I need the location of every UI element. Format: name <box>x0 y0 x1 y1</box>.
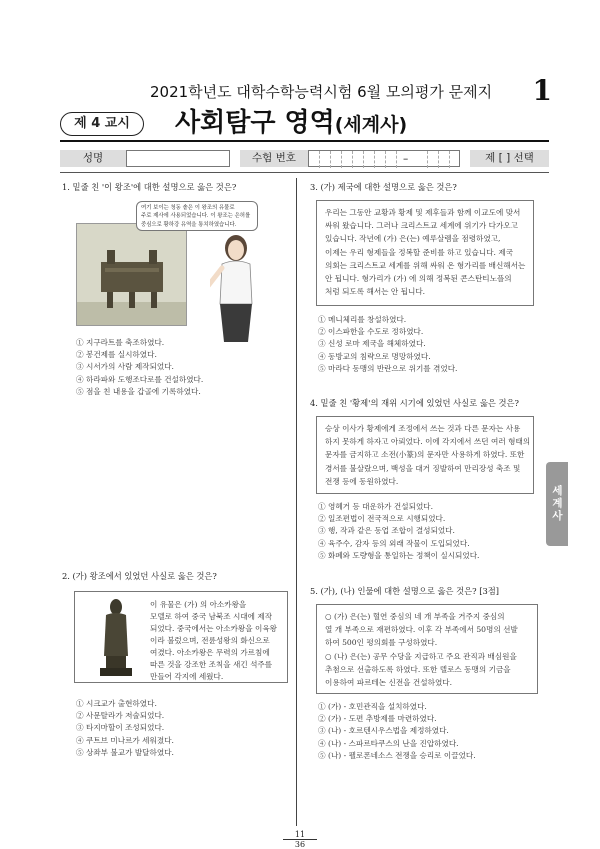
digit-cell <box>320 151 331 168</box>
passage-line: 모델로 하여 중국 남북조 시대에 제작 <box>150 612 273 621</box>
passage-line: 열 개 부족으로 재편하였다. 이후 각 부족에서 50명의 선발 <box>325 625 518 635</box>
q3-option-3[interactable]: ③ 신성 로마 제국을 해체하였다. <box>318 339 426 349</box>
subject-main: 사회탐구 영역 <box>175 108 335 138</box>
q4-option-1[interactable]: ① 영혜거 등 대운하가 건설되었다. <box>318 502 434 511</box>
passage-line: 처럼 되도록 해서는 안 됩니다. <box>325 287 426 297</box>
docent-illustration <box>210 234 258 344</box>
choice-label: 제 [ ] 선택 <box>470 150 549 167</box>
q2-option-4[interactable]: ④ 쿠트브 미나르가 세워졌다. <box>76 735 174 745</box>
statue-base <box>100 668 132 676</box>
q3-option-2[interactable]: ② 이스파한을 수도로 정하였다. <box>318 327 424 337</box>
session-badge: 제 4 교시 <box>60 112 144 136</box>
passage-line: 안 됩니다. 형가리가 (가) 에 의해 정복된 콘스탄티노플의 <box>325 274 512 284</box>
passage-line: 싸워 왔습니다. 그러나 크리스트교 세계에 위기가 다가오고 <box>325 221 518 231</box>
passage-line: 있습니다. 작년에 (가) 은(는) 예루살렘을 점령하였고, <box>325 234 501 244</box>
q5-option-4[interactable]: ④ (나) - 스파르타쿠스의 난을 진압하였다. <box>318 738 459 748</box>
blouse <box>220 261 252 304</box>
q2-option-5[interactable]: ⑤ 상좌부 불교가 발달하였다. <box>76 747 174 757</box>
passage-line: 따른 것을 강조한 조칙을 새긴 석주를 <box>150 660 273 669</box>
q4-option-2[interactable]: ② 일조편법이 전국적으로 시행되었다. <box>318 514 446 524</box>
exam-number-field[interactable] <box>308 150 460 167</box>
q2-option-3[interactable]: ③ 타지마할이 조성되었다. <box>76 723 165 733</box>
footer-total: 36 <box>294 840 306 849</box>
q5-option-3[interactable]: ③ (나) - 호르텐시우스법을 제정하였다. <box>318 726 449 736</box>
passage-line: 우리는 그동안 교황과 황제 및 제후들과 함께 이교도에 맞서 <box>325 208 521 217</box>
bubble-line: 주로 제사에 사용되었습니다. 이 왕조는 은허를 <box>141 213 251 220</box>
digit-cell <box>428 151 439 168</box>
q4-passage-box <box>316 416 534 494</box>
q1-option-2[interactable]: ② 봉건제를 실시하였다. <box>76 350 157 360</box>
q3-options <box>318 314 457 375</box>
q4-options <box>318 501 479 562</box>
cauldron-leg <box>129 292 135 308</box>
q5-options <box>318 701 476 762</box>
subject-side-tab: 세계사 <box>546 462 568 546</box>
q1-option-1[interactable]: ① 지구라트를 축조하였다. <box>76 338 165 347</box>
passage-line: 하지 못하게 하자고 아뢰었다. 이에 각지에서 쓰던 여러 형태의 <box>325 437 531 447</box>
bubble-line: 중심으로 황하강 유역을 통치하였습니다. <box>141 221 237 228</box>
q1-stem: 1. 밑줄 친 '이 왕조'에 대한 설명으로 옳은 것은? <box>62 182 237 192</box>
q4-option-4[interactable]: ④ 육주수, 감자 등의 외래 작물이 도입되었다. <box>318 538 470 548</box>
passage-line: 의회는 크리스트교 세계를 위해 싸워 온 형가리를 배신해서는 <box>325 260 526 270</box>
bronze-cauldron-image <box>77 224 186 325</box>
subject-title <box>175 102 407 139</box>
statue-body <box>104 613 128 656</box>
q2-option-2[interactable]: ② 사문탈라가 저술되었다. <box>76 711 165 721</box>
passage-line: 만들어 각지에 세웠다. <box>150 672 224 681</box>
subject-sub: (세계사) <box>334 114 408 136</box>
buddha-statue-image <box>96 598 136 676</box>
q3-option-5[interactable]: ⑤ 마라다 동맹의 반란으로 위기를 겪었다. <box>318 363 458 373</box>
page-footer <box>283 830 317 849</box>
q1-option-4[interactable]: ④ 하라파와 도행조다로를 건설하였다. <box>76 374 204 384</box>
q1-image-frame <box>76 223 187 326</box>
passage-line: 여겼다. 아소카왕은 무력의 가르침에 <box>150 648 270 657</box>
q2-option-1[interactable]: ① 시크교가 출현하였다. <box>76 699 157 708</box>
exam-number-dash: – <box>403 153 409 165</box>
passage-line: 이용하여 파르테논 신전을 건설하였다. <box>325 678 453 688</box>
q2-options <box>76 698 174 759</box>
q2-passage <box>150 599 277 683</box>
q3-passage-box <box>316 200 534 306</box>
q5-option-5[interactable]: ⑤ (나) - 펠로폰네소스 전쟁을 승리로 이끌었다. <box>318 750 476 760</box>
q5-option-1[interactable]: ① (가) - 호민관직을 설치하였다. <box>318 702 427 711</box>
cauldron-leg <box>107 292 113 308</box>
exam-number-label: 수험 번호 <box>240 150 308 167</box>
cauldron-band <box>105 268 159 272</box>
pointing-arm <box>210 268 222 286</box>
q3-option-1[interactable]: ① 메니체리를 창설하였다. <box>318 315 407 324</box>
passage-line: 이제는 우리 형제들을 정복할 준비를 하고 있습니다. 제국 <box>325 247 514 257</box>
passage-line: 전쟁 등에 동원하였다. <box>325 476 399 486</box>
cauldron-handle-left <box>107 250 115 264</box>
digit-cell <box>364 151 375 168</box>
q4-stem: 4. 밑줄 친 '황제'의 재위 시기에 있었던 사실로 옳은 것은? <box>310 398 519 408</box>
face <box>228 240 244 260</box>
digit-cell <box>375 151 386 168</box>
q3-stem: 3. (가) 제국에 대한 설명으로 옳은 것은? <box>310 182 457 192</box>
bubble-line: 여기 보이는 청동 솥은 이 왕조의 유물로 <box>141 205 235 211</box>
digit-cell <box>342 151 353 168</box>
q5-passage-box <box>316 604 538 694</box>
digit-cell <box>331 151 342 168</box>
page-number: 1 <box>532 74 552 107</box>
q1-option-3[interactable]: ③ 시서가의 사람 제작되었다. <box>76 362 174 372</box>
digit-cell <box>353 151 364 168</box>
statue-legs <box>106 656 126 668</box>
q5-option-2[interactable]: ② (가) - 도편 추방제를 마련하였다. <box>318 714 437 724</box>
passage-line: 이라 불렀으며, 전륜성왕의 화신으로 <box>150 636 270 645</box>
digit-cell <box>417 151 428 168</box>
q4-option-5[interactable]: ⑤ 화폐와 도량형을 통일하는 정책이 실시되었다. <box>318 550 480 560</box>
cauldron-handle-right <box>149 250 157 264</box>
cauldron-leg <box>151 292 157 308</box>
statue-head <box>110 599 122 615</box>
passage-line: ○ (가) 은(는) 혈연 중심의 네 개 부족을 거주지 중심의 <box>325 612 505 621</box>
footer-page: 11 <box>283 830 317 840</box>
q2-stem: 2. (가) 왕조에서 있었던 사실로 옳은 것은? <box>62 571 217 581</box>
q5-stem: 5. (가), (나) 인물에 대한 설명으로 옳은 것은? [3점] <box>310 586 500 596</box>
name-label: 성명 <box>60 150 126 167</box>
passage-line: 이 유물은 (가) 의 아소카왕을 <box>150 600 247 609</box>
passage-line: 문자를 금지하고 소전(小篆)의 문자만 사용하게 하였다. 또한 <box>325 450 525 460</box>
passage-line: 경서를 불살랐으며, 백성을 대거 징발하여 만리장성 축조 및 <box>325 463 521 473</box>
q4-option-3[interactable]: ③ 행, 작과 같은 동업 조합이 결성되었다. <box>318 526 455 536</box>
passage-line: 되었다. 중국에서는 아소카왕을 이육왕 <box>150 624 278 633</box>
passage-line: 하여 500인 평의회를 구성하였다. <box>325 638 438 648</box>
passage-line: 승상 이사가 황제에게 조정에서 쓰는 것과 다른 문자는 사용 <box>325 424 521 433</box>
exam-title: 2021학년도 대학수학능력시험 6월 모의평가 문제지 <box>150 83 493 101</box>
name-field[interactable] <box>126 150 230 167</box>
header-rule <box>60 140 549 142</box>
q1-speech-bubble <box>136 201 258 231</box>
q1-option-5[interactable]: ⑤ 점을 친 내용을 갑골에 기록하였다. <box>76 386 201 396</box>
cauldron-body <box>101 262 163 292</box>
passage-line: 추첨으로 선출하도록 하였다. 또한 델로스 동맹의 기금을 <box>325 664 511 674</box>
digit-cell <box>386 151 397 168</box>
candidate-info-bar <box>60 150 549 167</box>
q3-option-4[interactable]: ④ 동방교의 침략으로 명망하였다. <box>318 351 431 361</box>
digit-cell <box>309 151 320 168</box>
passage-line: ○ (나) 은(는) 공무 수당을 지급하고 주요 관직과 배심원을 <box>325 651 517 661</box>
digit-cell <box>439 151 450 168</box>
q1-options <box>76 337 203 398</box>
column-divider <box>296 178 297 826</box>
info-rule <box>60 172 549 173</box>
skirt <box>220 304 252 342</box>
